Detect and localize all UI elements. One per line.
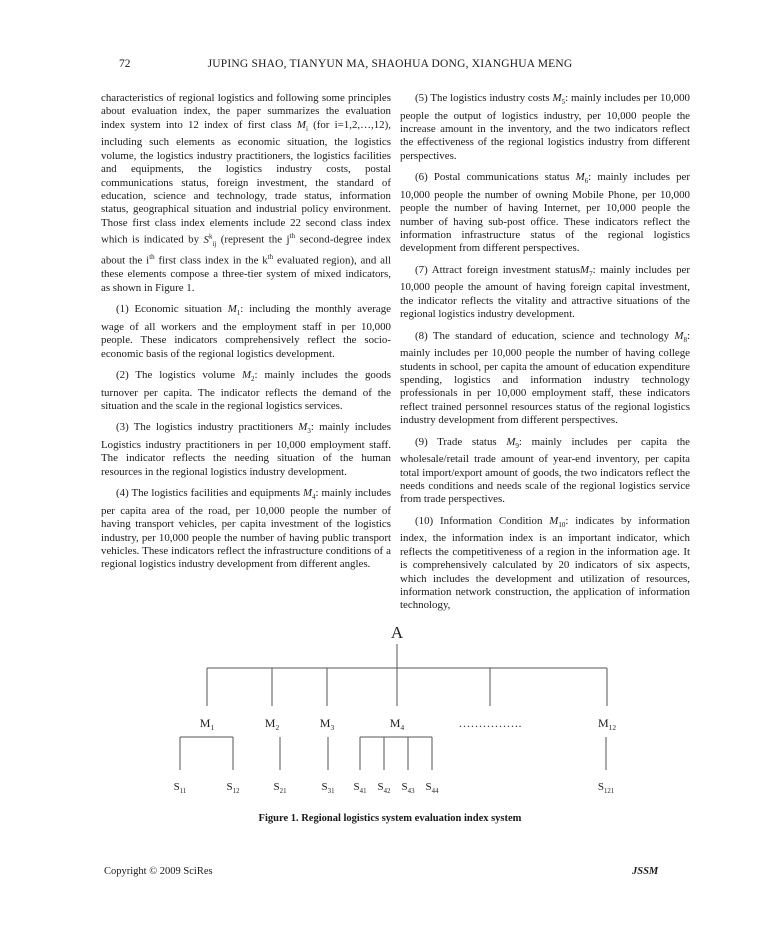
s-ijk-symbol: $S^k_{ij}$	[203, 232, 217, 249]
intro-text-2: (for i=1,2,…,12), including such elements as economic situation, the logistics volume, the logistics industry practitioners, the logistics facilities and equipments, the logistics industry costs, postal communications status, foreign investment, the standard of education, science and technology, trade status, information status, geographical situation and industrial policy environment. Those first class index elements include 22 second class index which is indicated by	[101, 118, 391, 246]
tree-node-s-41: $S_{41}$	[353, 781, 367, 795]
page-number: 72	[119, 58, 131, 70]
intro-text-4: second-degree index about the i	[101, 233, 391, 268]
tree-node-m-1: $M_1$	[199, 716, 215, 732]
tree-node-s-43: $S_{43}$	[401, 781, 415, 795]
paragraph-foreign-investment: (7) Attract foreign investment statusM$_7$: mainly includes per 10,000 people the amount of having foreign capital investment, the indicator reflects the vitality and attractive situations of the regional logistics industry development.	[400, 263, 691, 321]
paragraph-postal: (6) Postal communications status $M_6$: mainly includes per 10,000 people the number of owning Mobile Phone, per 10,000 people the number of having Internet, per 10,000 people the number of having sub-post office. These indicators reflect the information infrastructure status of the regional logistics development from different perspectives.	[400, 171, 690, 255]
running-header-authors: JUPING SHAO, TIANYUN MA, SHAOHUA DONG, XIANGHUA MENG	[207, 58, 573, 70]
tree-level-s	[174, 781, 615, 795]
footer-copyright: Copyright © 2009 SciRes	[104, 866, 213, 877]
figure-caption: Figure 1. Regional logistics system evaluation index system	[258, 813, 522, 824]
tree-node-m-2: $M_2$	[264, 716, 280, 732]
paragraph-education: (8) The standard of education, science and technology $M_8$: mainly includes per 10,000 people the number of having college students in school, per capita the amount of education expenditure spending, logistics and information industry technology professionals in per 10,000 employment staff, these indicators reflect trained personnel resources status of the regional logistics industry development from different perspectives.	[400, 329, 690, 427]
footer-journal: JSSM	[632, 866, 659, 877]
tree-node-m-3: $M_3$	[319, 716, 335, 732]
paragraph-logistics-volume: (2) The logistics volume $M_2$: mainly includes the goods turnover per capita. The indicator reflects the demand of the situation and the scale in the regional logistics services.	[101, 369, 391, 413]
tree-node-s-121: $S_{121}$	[597, 781, 615, 795]
tree-node-s-21: $S_{21}$	[273, 781, 287, 795]
paragraph-costs: (5) The logistics industry costs $M_5$: mainly includes per 10,000 people the output of logistics industry, per 10,000 people the increase amount in the inventory, and the two indicators reflect the effectiveness of the regional logistics industry from different perspectives.	[400, 92, 690, 162]
tree-node-s-31: $S_{31}$	[321, 781, 335, 795]
left-column	[101, 92, 391, 580]
tree-level-m	[200, 716, 617, 732]
tree-connectors	[180, 644, 607, 770]
paragraph-facilities: (4) The logistics facilities and equipments $M_4$: mainly includes per capita area of the road, per 10,000 people the number of having transport vehicles, per capita investment of the logistics industry, per 10,000 people the number of having public transport vehicles. These indicators reflect the infrastructure conditions of a regional logistics industry development from different angles.	[101, 487, 391, 571]
tree-node-s-42: $S_{42}$	[377, 781, 391, 795]
paragraph-economic-situation: (1) Economic situation $M_1$: including the monthly average wage of all workers and the employment staff in per 10,000 people. These indicators comprehensively reflect the socio-economic basis of the regional logistics development.	[101, 303, 392, 360]
tree-node-s-12: $S_{12}$	[226, 781, 240, 795]
tree-node-m-5: …………….	[458, 716, 522, 730]
intro-paragraph: characteristics of regional logistics and following some principles about evaluation index, the paper summarizes the evaluation index system into 12 index of first class $M_i$ (for i=1,2,…,12), including such elements as economic situation, the logistics volume, the logistics industry practitioners, the logistics facilities and equipments, the logistics industry costs, postal communications status, foreign investment, the standard of education, science and technology, trade status, information status, geographical situation and industrial policy environment. Those first class index elements include 22 second class index which is indicated by $S^k_{ij}$ (represent the $j^{th}$ second-degree index about the $i^{th}$ first class index in the $k^{th}$ evaluated region), and all these elements compose a three-tier system of mixed indicators, as shown in Figure 1.	[101, 92, 391, 294]
tree-node-s-44: $S_{44}$	[425, 781, 439, 795]
intro-text-6: evaluated region), and all these elements compose a three-tier system of mixed indicators, as shown in Figure 1.	[101, 255, 391, 294]
tree-node-s-11: $S_{11}$	[173, 781, 187, 795]
paragraph-trade: (9) Trade status $M_9$: mainly includes per capita the wholesale/retail trade amount of year-end inventory, per capita total import/export amount of goods, the two indicators reflect the needs conditions and needs scale of the regional logistics service from trade perspectives.	[400, 435, 691, 506]
m-i-symbol: $M_i$	[296, 118, 308, 133]
intro-text-1: characteristics of regional logistics and following some principles about evaluation index, the paper summarizes the evaluation index system into 12 index of first class	[101, 92, 391, 131]
tree-node-m-4: $M_4$	[389, 716, 405, 732]
paragraph-practitioners: (3) The logistics industry practitioners $M_3$: mainly includes Logistics industry practitioners in per 10,000 employment staff. The indicator reflects the needing situation of the human resources in the regional logistics industry development.	[101, 421, 391, 478]
figure-1-tree-diagram	[0, 620, 780, 830]
tree-root-a: A	[390, 623, 404, 642]
tree-node-m-6: $M_{12}$	[597, 716, 617, 732]
intro-text-5: first class index in the k	[158, 255, 268, 268]
right-column	[400, 92, 690, 621]
intro-text-3: (represent the j	[220, 233, 290, 246]
paragraph-information: (10) Information Condition $M_{10}$: indicates by information index, the information index is an important indicator, which reflects the competitiveness of a region in the information age. It is comprehensively calculated by 20 indicators of six aspects, which includes the development and utilization of resources, information network construction, the application of information technology,	[400, 514, 690, 612]
